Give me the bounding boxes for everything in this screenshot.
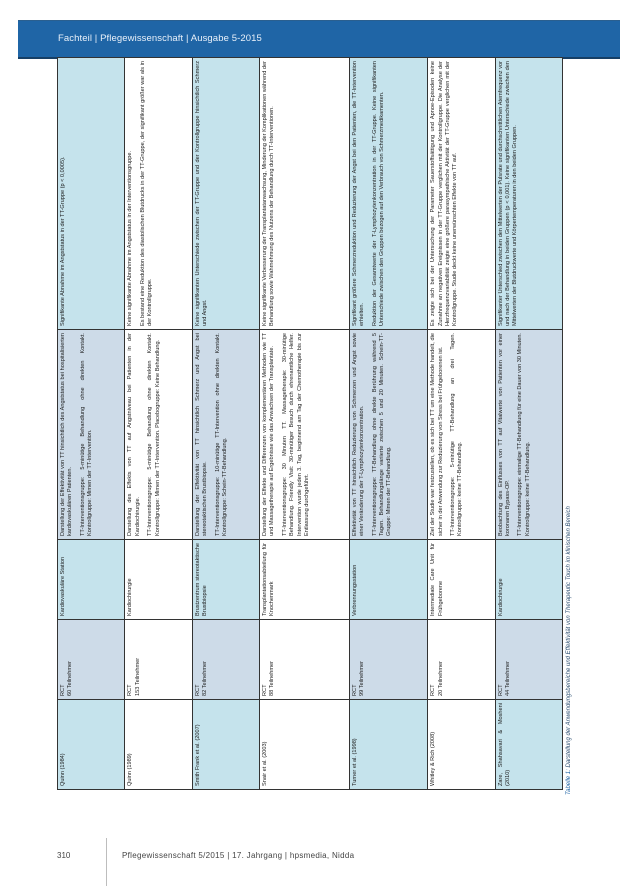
table-body [58, 58, 563, 790]
cell-author: Snair et al. (2003) [260, 700, 350, 790]
design-line: 20 Teilnehmer [437, 660, 444, 696]
caption-label: Tabelle 1: [566, 769, 572, 795]
cell-setting: Transplantationsabteilung für Knochenmark [260, 540, 350, 620]
result-paragraph: Signifikant größere Schmerzreduktion und Reduzierung der Angst bei den Patienten, die TT-Intervention erhielten. [351, 61, 366, 326]
cell-result [349, 58, 428, 330]
cell-intervention [495, 330, 562, 540]
result-paragraph: Es bestand eine Reduktion des diastolischen Blutdrucks in der TT-Gruppe, der signifikant größer war als in der Kontrollgruppe. [139, 61, 154, 326]
design-line: 153 Teilnehmer [134, 657, 141, 696]
intervention-paragraph: TT-Interventionsgruppe: 10-minütige TT-Intervention ohne direkten Kontakt. Kontrollgruppe: Schein-TT-Behandlung. [214, 333, 228, 536]
cell-setting: Verbrennungsstation [349, 540, 428, 620]
intervention-paragraph: TT-Interventionsgruppe: 30 Minuten TT. Massagetherapie: 30-minütige Behandlung. Friendly Visit: 30-minütiger Besuch durch ehrenamtliche Helfer. Intervention wurde jeden 3. Tag, beginnend am Tag der Chemotherapie bis zur Entlassung durchgeführt. [281, 333, 311, 536]
table-row [192, 58, 259, 790]
table-row [58, 58, 125, 790]
result-paragraph: Reduktion der Gesamtwerte der T-Lymphozytenkonzentration in der TT-Gruppe. Keine signifikanten Unterschiede zwischen den Gruppen bezogen auf den Verbrauch von Schmerzmedikamenten. [371, 61, 385, 326]
intervention-paragraph: Effektivität von TT hinsichtlich Reduzierung von Schmerzen und Angst sowie einer Veränderung der T-Lymphozytenkonzentration. [351, 333, 366, 536]
footer-divider [106, 838, 107, 886]
results-table [57, 57, 563, 790]
intervention-paragraph: TT-Interventionsgruppe: TT-Behandlung ohne direkte Berührung während 5 Tagen. Behandlungslänge variierte zwischen 5 und 20 Minuten. Schein-TT-Gruppe: Mimen der TT-Behandlung. [371, 333, 393, 536]
design-line: RCT [194, 684, 201, 696]
table-row [428, 58, 495, 790]
result-paragraph: Es zeigte sich bei der Untersuchung der Parameter Sauerstoffsättigung und Apnoe-Episoden keine Zunahme an negativen Ereignissen in der TT-Gruppe verglichen mit der Kontrollgruppe. Die Analyse der Herzfrequenzvariabilität zeigte eine größere parasympathische Aktivität der TT-Gruppe verglichen mit der Kontrollgruppe. Studie deckt keine unerwünschten Effekte von TT auf. [430, 61, 459, 326]
cell-result [192, 58, 259, 330]
cell-intervention [192, 330, 259, 540]
rotated-table-container [57, 58, 563, 790]
table-row [349, 58, 428, 790]
design-line: RCT [497, 684, 504, 696]
header-title: Fachteil | Pflegewissenschaft | Ausgabe 5-2015 [58, 33, 262, 44]
cell-result [428, 58, 495, 330]
cell-design [192, 620, 259, 700]
cell-result [260, 58, 350, 330]
result-paragraph: Signifikanter Unterschied zwischen den Mittelwerten der Pulsrate und durchschnittlichen Atemfrequenz vor und nach der Behandlung in beiden Gruppen (p < 0,001). Keine signifikanten Unterschiede zwischen den Mittelwerten der Blutdruckwerte und Körpertemperaturen in den beiden Gruppen. [497, 61, 519, 326]
design-line: RCT [127, 684, 134, 696]
cell-design [349, 620, 428, 700]
intervention-paragraph: Darstellung des Effekts von TT auf Angstniveau bei Patienten in der Kardiochirurgie. [127, 333, 141, 536]
cell-result [125, 58, 192, 330]
design-line: RCT [262, 684, 269, 696]
cell-design [260, 620, 350, 700]
table-caption [566, 506, 572, 795]
result-paragraph: Keine signifikante Abnahme im Angststatus in der Interventionsgruppe. [127, 150, 134, 326]
table-row [125, 58, 192, 790]
cell-setting: Kardiochirurgie [125, 540, 192, 620]
cell-design [495, 620, 562, 700]
cell-intervention [125, 330, 192, 540]
cell-intervention [260, 330, 350, 540]
intervention-paragraph: Darstellung der Effektivität von TT hinsichtlich Schmerz und Angst bei stereotaktischen Brustbiopsie. [194, 333, 209, 536]
cell-intervention [349, 330, 428, 540]
running-header [18, 20, 620, 59]
result-paragraph: Keine signifikanten Unterschiede zwischen der TT-Gruppe und der Kontrollgruppe hinsichtlich Schmerz und Angst. [194, 61, 209, 326]
design-line: RCT [351, 684, 358, 696]
cell-design [58, 620, 125, 700]
intervention-paragraph: Darstellung der Effektivität von TT hinsichtlich des Angststatus bei hospitalisierten kardiovaskulären Patienten. [60, 333, 74, 536]
design-line: 82 Teilnehmer [202, 660, 209, 696]
table-row [260, 58, 350, 790]
cell-setting: Intermediate Care Unit für Frühgeborene [428, 540, 495, 620]
design-line: 99 Teilnehmer [359, 660, 366, 696]
cell-setting: Brustzentrum stereotaktische Brustbiopsie [192, 540, 259, 620]
intervention-paragraph: Beobachtung des Einflusses von TT auf Vitalwerte von Patienten vor einer koronaren Bypass-OP. [497, 333, 511, 536]
cell-result [495, 58, 562, 330]
cell-design [125, 620, 192, 700]
cell-author: Whitley & Rich (2008) [428, 700, 495, 790]
intervention-paragraph: TT-Interventionsgruppe: einmalige TT-Behandlung für eine Dauer von 30 Minuten. Kontrollgruppe: keine TT-Behandlung. [517, 333, 531, 536]
cell-setting: Kardiovaskuläre Station [58, 540, 125, 620]
intervention-paragraph: TT-Interventionsgruppe: 5-minütige Behandlung ohne direkten Kontakt. Kontrollgruppe: Mimen der TT-Intervention. Placebogruppe: Keine Behandlung. [147, 333, 161, 536]
page-number: 310 [57, 851, 71, 860]
cell-design [428, 620, 495, 700]
caption-text: Darstellung der Anwendungsbereiche und Effektivität von Therapeutic Touch im klinischen Bereich [566, 506, 572, 768]
cell-author: Turner et al. (1998) [349, 700, 428, 790]
cell-author: Quinn (1989) [125, 700, 192, 790]
intervention-paragraph: TT-Interventionsgruppe: 5-minütige Behandlung ohne direkten Kontakt. Kontrollgruppe: Mimen der TT-Intervention. [79, 333, 94, 536]
cell-author: Smith Frank et al. (2007) [192, 700, 259, 790]
cell-author: Quinn (1984) [58, 700, 125, 790]
design-line: 88 Teilnehmer [269, 660, 276, 696]
intervention-paragraph: Darstellung der Effekte und Differenzen von komplementären Methoden wie TT und Massagetherapie auf Ergebnisse wie das Anwachsen der Transplantate. [262, 333, 276, 536]
design-line: 60 Teilnehmer [67, 660, 74, 696]
cell-result [58, 58, 125, 330]
cell-intervention [428, 330, 495, 540]
design-line: RCT [60, 684, 66, 696]
footer-text: Pflegewissenschaft 5/2015 | 17. Jahrgang | hpsmedia, Nidda [122, 851, 355, 860]
intervention-paragraph: TT-Interventionsgruppe: 5-minütige TT-Behandlung an drei Tagen. Kontrollgruppe: keine TT-Behandlung. [450, 333, 464, 536]
intervention-paragraph: Ziel der Studie war festzustellen, ob es sich bei TT um eine Methode handelt, die sicher in der Anwendung zur Reduzierung von Stress bei Frühgeborenen ist. [430, 333, 444, 536]
design-line: RCT [430, 684, 437, 696]
cell-setting: Kardiochirurgie [495, 540, 562, 620]
cell-intervention [58, 330, 125, 540]
cell-author: Zare, Shahsavari & Mosheni (2010) [495, 700, 562, 790]
result-paragraph: Signifikante Abnahme im Angststatus in der TT-Gruppe (p < 0,0005). [60, 156, 66, 326]
design-line: 44 Teilnehmer [505, 660, 511, 696]
result-paragraph: Keine signifikante Verbesserung der Transplantatanwachsung, Minderung der Komplikationen während der Behandlung sowie Wahrnehmung des Nutzens der Behandlung durch TT-Interventionen. [262, 61, 276, 326]
table-row [495, 58, 562, 790]
